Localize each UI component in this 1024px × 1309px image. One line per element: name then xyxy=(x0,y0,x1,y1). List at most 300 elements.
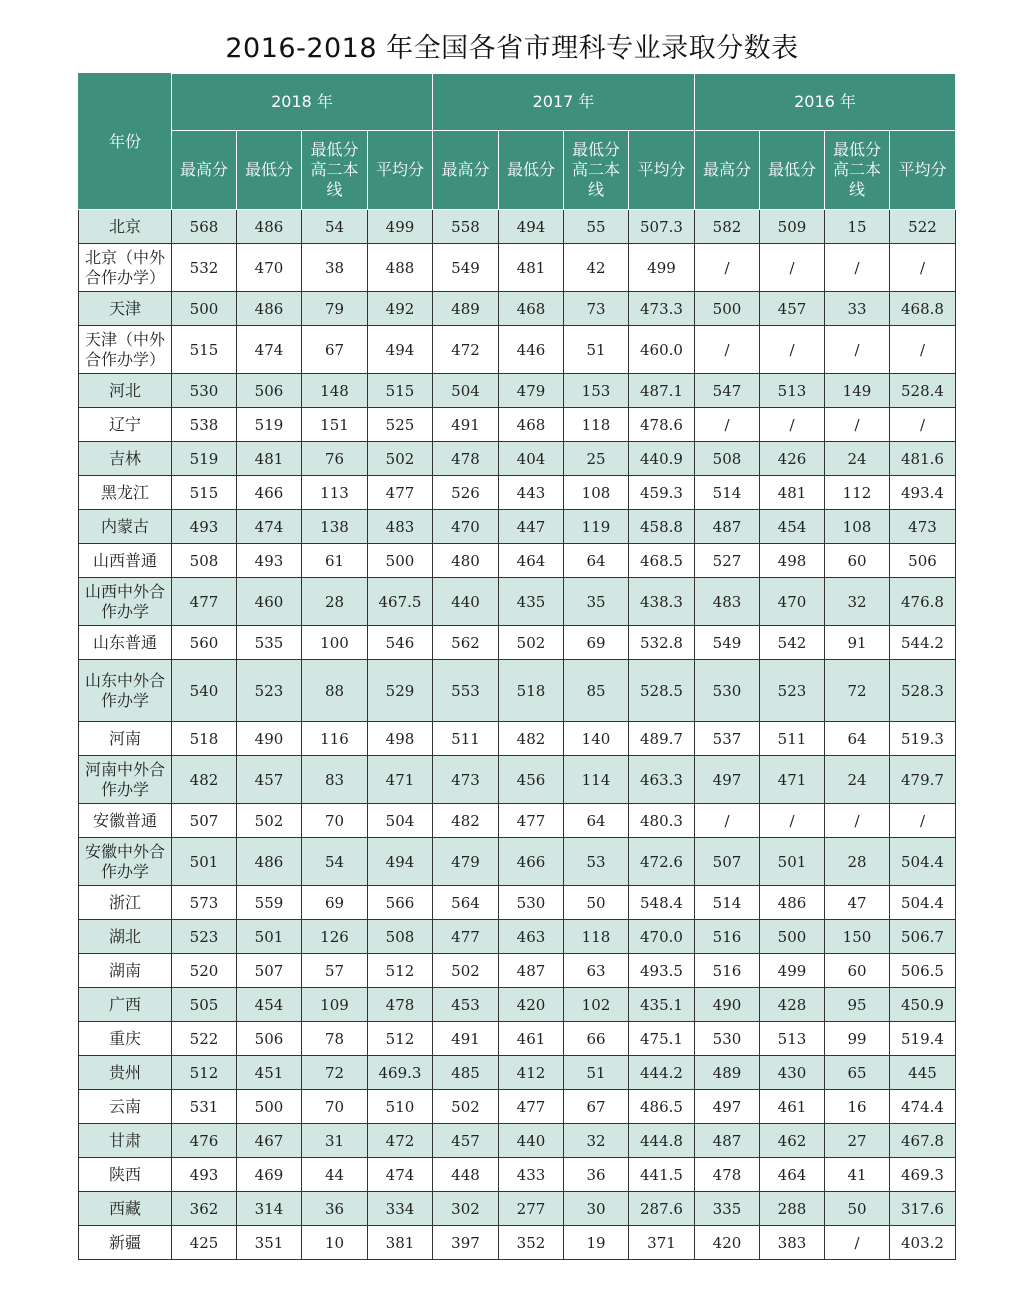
score-cell: 525 xyxy=(368,408,433,442)
year-corner-header: 年份 xyxy=(79,74,172,210)
score-cell: 335 xyxy=(695,1192,760,1226)
score-cell: 481 xyxy=(760,476,825,510)
score-cell: 458.8 xyxy=(629,510,695,544)
score-cell: 472 xyxy=(368,1124,433,1158)
score-cell: 467.8 xyxy=(890,1124,956,1158)
score-cell: 494 xyxy=(499,210,564,244)
score-cell: 474 xyxy=(368,1158,433,1192)
table-row xyxy=(79,578,956,626)
score-cell: 493 xyxy=(237,544,302,578)
region-name-cell: 天津（中外合作办学） xyxy=(79,326,172,374)
score-cell: 489 xyxy=(433,292,499,326)
region-name-cell: 贵州 xyxy=(79,1056,172,1090)
score-cell: 109 xyxy=(302,988,368,1022)
score-cell: / xyxy=(695,326,760,374)
col-header-max-score: 最高分 xyxy=(433,131,499,210)
score-cell: 474.4 xyxy=(890,1090,956,1124)
score-cell: 478 xyxy=(368,988,433,1022)
score-cell: 500 xyxy=(172,292,237,326)
col-header-max-score: 最高分 xyxy=(695,131,760,210)
score-cell: 65 xyxy=(825,1056,890,1090)
score-cell: 451 xyxy=(237,1056,302,1090)
score-cell: 42 xyxy=(564,244,629,292)
score-cell: 76 xyxy=(302,442,368,476)
col-header-avg-score: 平均分 xyxy=(629,131,695,210)
score-cell: 99 xyxy=(825,1022,890,1056)
score-cell: 444.8 xyxy=(629,1124,695,1158)
score-cell: 126 xyxy=(302,920,368,954)
score-cell: 31 xyxy=(302,1124,368,1158)
score-cell: 527 xyxy=(695,544,760,578)
score-cell: 72 xyxy=(825,660,890,722)
score-cell: 51 xyxy=(564,1056,629,1090)
score-cell: 440 xyxy=(499,1124,564,1158)
score-cell: 491 xyxy=(433,408,499,442)
score-cell: / xyxy=(825,408,890,442)
score-cell: 535 xyxy=(237,626,302,660)
score-cell: 559 xyxy=(237,886,302,920)
score-cell: 440 xyxy=(433,578,499,626)
region-name-cell: 河北 xyxy=(79,374,172,408)
score-cell: 430 xyxy=(760,1056,825,1090)
score-cell: 474 xyxy=(237,326,302,374)
score-cell: 73 xyxy=(564,292,629,326)
score-cell: 519.4 xyxy=(890,1022,956,1056)
score-cell: 522 xyxy=(890,210,956,244)
score-cell: 491 xyxy=(433,1022,499,1056)
table-row xyxy=(79,442,956,476)
score-cell: 468.8 xyxy=(890,292,956,326)
score-cell: / xyxy=(890,804,956,838)
table-row xyxy=(79,1158,956,1192)
score-cell: 493.5 xyxy=(629,954,695,988)
score-cell: 102 xyxy=(564,988,629,1022)
score-cell: 528.5 xyxy=(629,660,695,722)
score-cell: 477 xyxy=(433,920,499,954)
score-cell: 444.2 xyxy=(629,1056,695,1090)
score-cell: 486 xyxy=(237,838,302,886)
score-cell: 500 xyxy=(695,292,760,326)
table-row xyxy=(79,210,956,244)
score-cell: 479.7 xyxy=(890,756,956,804)
score-cell: 72 xyxy=(302,1056,368,1090)
score-cell: 532 xyxy=(172,244,237,292)
table-row xyxy=(79,722,956,756)
score-cell: 471 xyxy=(760,756,825,804)
score-cell: 32 xyxy=(564,1124,629,1158)
score-cell: 420 xyxy=(695,1226,760,1260)
score-cell: 466 xyxy=(499,838,564,886)
score-cell: 100 xyxy=(302,626,368,660)
score-cell: 67 xyxy=(564,1090,629,1124)
score-cell: / xyxy=(890,326,956,374)
score-cell: 482 xyxy=(172,756,237,804)
score-cell: 516 xyxy=(695,920,760,954)
score-cell: 486 xyxy=(237,292,302,326)
region-name-cell: 甘肃 xyxy=(79,1124,172,1158)
score-cell: 528.3 xyxy=(890,660,956,722)
col-header-min-above-tier2: 最低分高二本线 xyxy=(825,131,890,210)
score-cell: 10 xyxy=(302,1226,368,1260)
score-cell: 514 xyxy=(695,886,760,920)
score-cell: 506.5 xyxy=(890,954,956,988)
score-cell: 482 xyxy=(499,722,564,756)
score-cell: 461 xyxy=(760,1090,825,1124)
score-cell: 112 xyxy=(825,476,890,510)
score-cell: 507.3 xyxy=(629,210,695,244)
score-cell: 426 xyxy=(760,442,825,476)
score-cell: 41 xyxy=(825,1158,890,1192)
score-cell: 95 xyxy=(825,988,890,1022)
score-cell: 466 xyxy=(237,476,302,510)
score-cell: 480.3 xyxy=(629,804,695,838)
score-cell: 462 xyxy=(760,1124,825,1158)
score-cell: 469 xyxy=(237,1158,302,1192)
region-name-cell: 安徽普通 xyxy=(79,804,172,838)
table-row xyxy=(79,326,956,374)
score-cell: 513 xyxy=(760,374,825,408)
table-row xyxy=(79,544,956,578)
page-title: 2016-2018 年全国各省市理科专业录取分数表 xyxy=(225,33,799,64)
score-cell: 440.9 xyxy=(629,442,695,476)
score-cell: 454 xyxy=(760,510,825,544)
score-cell: 560 xyxy=(172,626,237,660)
score-cell: 469.3 xyxy=(890,1158,956,1192)
score-cell: / xyxy=(760,326,825,374)
score-cell: 519.3 xyxy=(890,722,956,756)
score-cell: 468.5 xyxy=(629,544,695,578)
score-cell: 504.4 xyxy=(890,838,956,886)
score-cell: 530 xyxy=(695,660,760,722)
score-cell: 153 xyxy=(564,374,629,408)
score-cell: 287.6 xyxy=(629,1192,695,1226)
score-cell: 108 xyxy=(564,476,629,510)
score-cell: 460.0 xyxy=(629,326,695,374)
score-cell: 47 xyxy=(825,886,890,920)
score-cell: 480 xyxy=(433,544,499,578)
score-cell: 50 xyxy=(825,1192,890,1226)
score-cell: 464 xyxy=(760,1158,825,1192)
score-cell: 582 xyxy=(695,210,760,244)
score-cell: 108 xyxy=(825,510,890,544)
score-cell: 478 xyxy=(433,442,499,476)
table-row xyxy=(79,756,956,804)
score-cell: 507 xyxy=(172,804,237,838)
admission-score-table xyxy=(78,73,956,1260)
score-cell: 553 xyxy=(433,660,499,722)
score-cell: 44 xyxy=(302,1158,368,1192)
score-cell: / xyxy=(825,326,890,374)
score-cell: 483 xyxy=(695,578,760,626)
table-row xyxy=(79,804,956,838)
score-cell: 470 xyxy=(433,510,499,544)
score-cell: 548.4 xyxy=(629,886,695,920)
score-cell: 118 xyxy=(564,408,629,442)
year-header-2017: 2017 年 xyxy=(433,74,695,131)
score-cell: 446 xyxy=(499,326,564,374)
score-cell: 463 xyxy=(499,920,564,954)
score-cell: 351 xyxy=(237,1226,302,1260)
score-cell: 497 xyxy=(695,756,760,804)
score-cell: 28 xyxy=(302,578,368,626)
score-cell: 483 xyxy=(368,510,433,544)
score-cell: 492 xyxy=(368,292,433,326)
score-cell: 60 xyxy=(825,954,890,988)
score-cell: 479 xyxy=(499,374,564,408)
region-name-cell: 山西普通 xyxy=(79,544,172,578)
score-cell: 277 xyxy=(499,1192,564,1226)
score-cell: 447 xyxy=(499,510,564,544)
score-cell: 564 xyxy=(433,886,499,920)
score-cell: 448 xyxy=(433,1158,499,1192)
score-cell: 54 xyxy=(302,838,368,886)
score-cell: 472.6 xyxy=(629,838,695,886)
score-cell: 511 xyxy=(760,722,825,756)
score-cell: 498 xyxy=(760,544,825,578)
score-cell: 35 xyxy=(564,578,629,626)
score-cell: 549 xyxy=(695,626,760,660)
score-cell: 456 xyxy=(499,756,564,804)
score-cell: 397 xyxy=(433,1226,499,1260)
score-cell: 70 xyxy=(302,804,368,838)
score-cell: 63 xyxy=(564,954,629,988)
score-cell: 470.0 xyxy=(629,920,695,954)
score-cell: 499 xyxy=(629,244,695,292)
score-cell: 64 xyxy=(825,722,890,756)
score-cell: / xyxy=(890,408,956,442)
score-cell: 497 xyxy=(695,1090,760,1124)
score-cell: 537 xyxy=(695,722,760,756)
score-cell: 36 xyxy=(302,1192,368,1226)
score-cell: 288 xyxy=(760,1192,825,1226)
score-cell: 477 xyxy=(172,578,237,626)
score-cell: 506 xyxy=(237,374,302,408)
region-name-cell: 山东普通 xyxy=(79,626,172,660)
region-name-cell: 湖南 xyxy=(79,954,172,988)
score-cell: 425 xyxy=(172,1226,237,1260)
score-cell: 499 xyxy=(368,210,433,244)
score-cell: 522 xyxy=(172,1022,237,1056)
score-cell: 558 xyxy=(433,210,499,244)
region-name-cell: 北京 xyxy=(79,210,172,244)
score-cell: 435 xyxy=(499,578,564,626)
score-cell: 544.2 xyxy=(890,626,956,660)
score-cell: 494 xyxy=(368,838,433,886)
table-row xyxy=(79,954,956,988)
score-cell: 473 xyxy=(433,756,499,804)
score-cell: 508 xyxy=(368,920,433,954)
score-cell: 488 xyxy=(368,244,433,292)
score-cell: 512 xyxy=(368,954,433,988)
score-cell: 471 xyxy=(368,756,433,804)
score-cell: 542 xyxy=(760,626,825,660)
score-cell: 511 xyxy=(433,722,499,756)
score-cell: 566 xyxy=(368,886,433,920)
score-cell: 476 xyxy=(172,1124,237,1158)
score-cell: 506.7 xyxy=(890,920,956,954)
score-cell: 505 xyxy=(172,988,237,1022)
region-name-cell: 河南中外合作办学 xyxy=(79,756,172,804)
score-cell: 438.3 xyxy=(629,578,695,626)
score-cell: 468 xyxy=(499,408,564,442)
score-cell: / xyxy=(825,804,890,838)
score-cell: 519 xyxy=(172,442,237,476)
score-cell: 55 xyxy=(564,210,629,244)
score-cell: 91 xyxy=(825,626,890,660)
score-cell: 151 xyxy=(302,408,368,442)
score-cell: 67 xyxy=(302,326,368,374)
score-cell: 88 xyxy=(302,660,368,722)
score-cell: 486.5 xyxy=(629,1090,695,1124)
score-cell: 64 xyxy=(564,804,629,838)
table-row xyxy=(79,660,956,722)
score-cell: 69 xyxy=(302,886,368,920)
region-name-cell: 吉林 xyxy=(79,442,172,476)
region-name-cell: 重庆 xyxy=(79,1022,172,1056)
table-row xyxy=(79,408,956,442)
score-cell: 60 xyxy=(825,544,890,578)
table-row xyxy=(79,626,956,660)
score-cell: 28 xyxy=(825,838,890,886)
score-cell: 362 xyxy=(172,1192,237,1226)
score-cell: 493.4 xyxy=(890,476,956,510)
score-cell: 475.1 xyxy=(629,1022,695,1056)
score-cell: 504 xyxy=(368,804,433,838)
score-cell: 457 xyxy=(237,756,302,804)
score-cell: 420 xyxy=(499,988,564,1022)
score-cell: 501 xyxy=(237,920,302,954)
table-row xyxy=(79,292,956,326)
score-cell: 476.8 xyxy=(890,578,956,626)
score-cell: 515 xyxy=(172,476,237,510)
score-cell: 482 xyxy=(433,804,499,838)
score-cell: 502 xyxy=(433,954,499,988)
score-cell: 470 xyxy=(760,578,825,626)
score-cell: 371 xyxy=(629,1226,695,1260)
col-header-min-above-tier2: 最低分高二本线 xyxy=(564,131,629,210)
table-row xyxy=(79,374,956,408)
table-row xyxy=(79,510,956,544)
score-cell: 470 xyxy=(237,244,302,292)
region-name-cell: 天津 xyxy=(79,292,172,326)
col-header-avg-score: 平均分 xyxy=(368,131,433,210)
col-header-max-score: 最高分 xyxy=(172,131,237,210)
score-cell: 562 xyxy=(433,626,499,660)
score-cell: 467.5 xyxy=(368,578,433,626)
score-cell: 500 xyxy=(368,544,433,578)
score-cell: 16 xyxy=(825,1090,890,1124)
score-cell: 489 xyxy=(695,1056,760,1090)
score-cell: 508 xyxy=(695,442,760,476)
score-cell: 50 xyxy=(564,886,629,920)
score-cell: 30 xyxy=(564,1192,629,1226)
score-cell: 481.6 xyxy=(890,442,956,476)
score-cell: 78 xyxy=(302,1022,368,1056)
score-cell: 485 xyxy=(433,1056,499,1090)
score-cell: 498 xyxy=(368,722,433,756)
region-name-cell: 黑龙江 xyxy=(79,476,172,510)
score-cell: 453 xyxy=(433,988,499,1022)
score-cell: 27 xyxy=(825,1124,890,1158)
score-cell: 486 xyxy=(237,210,302,244)
score-cell: / xyxy=(695,804,760,838)
table-row xyxy=(79,1226,956,1260)
score-cell: 487 xyxy=(695,1124,760,1158)
score-cell: 532.8 xyxy=(629,626,695,660)
score-cell: 36 xyxy=(564,1158,629,1192)
score-cell: 519 xyxy=(237,408,302,442)
score-cell: 148 xyxy=(302,374,368,408)
score-cell: 317.6 xyxy=(890,1192,956,1226)
score-cell: 24 xyxy=(825,756,890,804)
score-cell: 490 xyxy=(237,722,302,756)
score-cell: 38 xyxy=(302,244,368,292)
table-row xyxy=(79,1124,956,1158)
score-cell: 500 xyxy=(760,920,825,954)
score-cell: 515 xyxy=(172,326,237,374)
score-cell: 116 xyxy=(302,722,368,756)
score-cell: 547 xyxy=(695,374,760,408)
score-cell: 464 xyxy=(499,544,564,578)
score-cell: 499 xyxy=(760,954,825,988)
score-cell: / xyxy=(695,408,760,442)
score-cell: 57 xyxy=(302,954,368,988)
score-cell: 69 xyxy=(564,626,629,660)
score-cell: 538 xyxy=(172,408,237,442)
score-cell: 502 xyxy=(368,442,433,476)
region-name-cell: 广西 xyxy=(79,988,172,1022)
score-cell: 515 xyxy=(368,374,433,408)
score-cell: 24 xyxy=(825,442,890,476)
score-cell: 450.9 xyxy=(890,988,956,1022)
score-cell: 506 xyxy=(890,544,956,578)
table-row xyxy=(79,1022,956,1056)
score-cell: 523 xyxy=(237,660,302,722)
score-cell: 441.5 xyxy=(629,1158,695,1192)
score-cell: / xyxy=(695,244,760,292)
score-cell: 513 xyxy=(760,1022,825,1056)
score-cell: 457 xyxy=(760,292,825,326)
score-cell: 469.3 xyxy=(368,1056,433,1090)
score-cell: 445 xyxy=(890,1056,956,1090)
region-name-cell: 湖北 xyxy=(79,920,172,954)
score-cell: 383 xyxy=(760,1226,825,1260)
score-cell: 507 xyxy=(237,954,302,988)
score-cell: 457 xyxy=(433,1124,499,1158)
score-cell: 474 xyxy=(237,510,302,544)
score-cell: / xyxy=(760,408,825,442)
score-cell: 404 xyxy=(499,442,564,476)
score-cell: 467 xyxy=(237,1124,302,1158)
score-cell: 473.3 xyxy=(629,292,695,326)
region-name-cell: 新疆 xyxy=(79,1226,172,1260)
score-cell: 500 xyxy=(237,1090,302,1124)
score-cell: 443 xyxy=(499,476,564,510)
score-cell: / xyxy=(890,244,956,292)
score-cell: 428 xyxy=(760,988,825,1022)
score-cell: 468 xyxy=(499,292,564,326)
score-cell: 507 xyxy=(695,838,760,886)
score-cell: 85 xyxy=(564,660,629,722)
score-cell: 459.3 xyxy=(629,476,695,510)
score-cell: 481 xyxy=(237,442,302,476)
score-cell: 352 xyxy=(499,1226,564,1260)
score-cell: 523 xyxy=(172,920,237,954)
score-cell: 54 xyxy=(302,210,368,244)
region-name-cell: 山东中外合作办学 xyxy=(79,660,172,722)
table-row xyxy=(79,476,956,510)
score-cell: 463.3 xyxy=(629,756,695,804)
